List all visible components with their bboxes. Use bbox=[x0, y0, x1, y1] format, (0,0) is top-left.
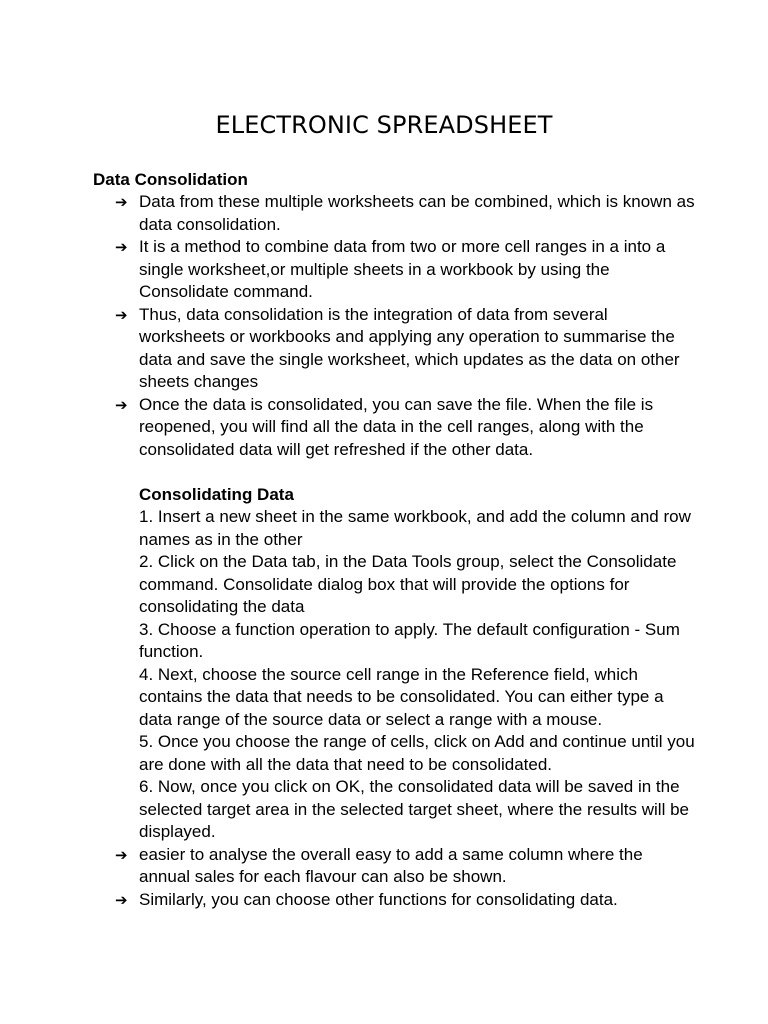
bullet-item bbox=[115, 394, 695, 462]
arrow-right-icon: ➔ bbox=[115, 395, 128, 414]
arrow-right-icon: ➔ bbox=[115, 193, 128, 211]
bullet-item bbox=[115, 191, 695, 236]
bullet-item bbox=[115, 236, 695, 304]
arrow-right-icon: ➔ bbox=[115, 845, 128, 864]
bullet-text: Once the data is consolidated, you can save the file. When the file is reopened, you will find all the data in the cell ranges, along with the consolidated data will get refreshed if the other data. bbox=[139, 394, 654, 459]
bullet-text: Thus, data consolidation is the integration of data from several worksheets or workbooks and applying any operation to summarise the data and save the single worksheet, which updates as the data on other sheets changes bbox=[139, 304, 680, 391]
bullet-item bbox=[115, 844, 695, 889]
arrow-right-icon: ➔ bbox=[115, 890, 128, 909]
bullet-text: It is a method to combine data from two or more cell ranges in a into a single worksheet,or multiple sheets in a workbook by using the Consolidate command. bbox=[139, 237, 666, 301]
bullet-item bbox=[115, 304, 695, 394]
step-item: 1. Insert a new sheet in the same workbook, and add the column and row names as in the other bbox=[139, 507, 691, 549]
bullet-text: Similarly, you can choose other functions for consolidating data. bbox=[139, 889, 618, 909]
bullet-text: Data from these multiple worksheets can be combined, which is known as data consolidation. bbox=[139, 192, 695, 234]
section-heading: Data Consolidation bbox=[93, 170, 248, 189]
arrow-right-icon: ➔ bbox=[115, 305, 128, 324]
arrow-right-icon: ➔ bbox=[115, 238, 128, 256]
step-item: 4. Next, choose the source cell range in the Reference field, which contains the data that needs to be consolidated. You can either type a data range of the source data or select a range with a mouse. bbox=[139, 664, 664, 729]
bullet-item bbox=[115, 889, 695, 912]
step-item: 3. Choose a function operation to apply. The default configuration - Sum function. bbox=[139, 619, 680, 661]
step-item: 2. Click on the Data tab, in the Data Tools group, select the Consolidate command. Consolidate dialog box that will provide the options for consolidating the data bbox=[139, 552, 677, 616]
step-item: 5. Once you choose the range of cells, click on Add and continue until you are done with all the data that need to be consolidated. bbox=[139, 732, 695, 774]
paragraph-spacer bbox=[115, 461, 695, 484]
bullet-text: easier to analyse the overall easy to add a same column where the annual sales for each flavour can also be shown. bbox=[139, 844, 643, 886]
sub-heading: Consolidating Data bbox=[139, 484, 294, 504]
step-item: 6. Now, once you click on OK, the consolidated data will be saved in the selected target area in the selected target sheet, where the results will be displayed. bbox=[139, 777, 689, 841]
document-body bbox=[115, 191, 695, 911]
document-title: ELECTRONIC SPREADSHEET bbox=[215, 111, 553, 139]
